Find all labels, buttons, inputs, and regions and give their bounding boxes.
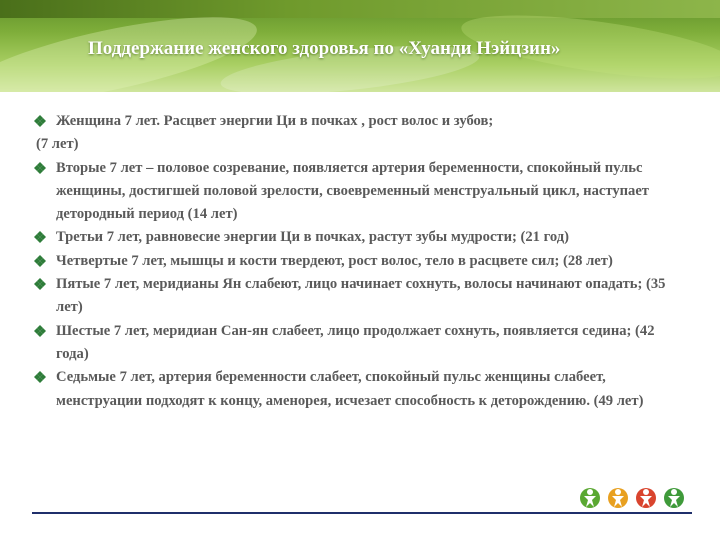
header-banner bbox=[0, 0, 720, 92]
green-figure-icon bbox=[580, 488, 600, 508]
list-item-text: Пятые 7 лет, меридианы Ян слабеют, лицо начинает сохнуть, волосы начинают опадать; (35 лет) bbox=[56, 276, 666, 316]
list-item-text: Вторые 7 лет – половое созревание, появляется артерия беременности, спокойный пульс женщины, достигшей половой зрелости, своевременный менструальный цикл, наступает детородный период (14 лет) bbox=[56, 159, 649, 223]
footer-divider bbox=[32, 512, 692, 514]
footer-logos bbox=[578, 486, 690, 510]
list-item-text: (7 лет) bbox=[36, 136, 79, 153]
list-item bbox=[32, 320, 684, 367]
diamond-bullet-icon bbox=[32, 366, 48, 389]
list-item bbox=[32, 226, 684, 249]
slide-title: Поддержание женского здоровья по «Хуанди Нэйцзин» bbox=[88, 38, 561, 59]
diamond-bullet-icon bbox=[32, 250, 48, 273]
diamond-bullet-icon bbox=[32, 157, 48, 180]
green-figure-icon bbox=[664, 488, 684, 508]
red-figure-icon bbox=[636, 488, 656, 508]
list-item bbox=[32, 157, 684, 227]
diamond-bullet-icon bbox=[32, 110, 48, 133]
orange-figure-icon bbox=[608, 488, 628, 508]
list-item bbox=[32, 273, 684, 320]
header-top-band bbox=[0, 0, 720, 18]
slide-body bbox=[32, 110, 684, 413]
list-item bbox=[32, 110, 684, 133]
list-item bbox=[32, 366, 684, 413]
list-item-text: Шестые 7 лет, меридиан Сан-ян слабеет, лицо продолжает сохнуть, появляется седина; (42 года) bbox=[56, 322, 655, 362]
list-item-text: Третьи 7 лет, равновесие энергии Ци в почках, растут зубы мудрости; (21 год) bbox=[56, 229, 569, 246]
diamond-bullet-icon bbox=[32, 273, 48, 296]
list-item-text: Женщина 7 лет. Расцвет энергии Ци в почках , рост волос и зубов; bbox=[56, 113, 494, 129]
list-item-continuation bbox=[32, 133, 684, 156]
diamond-bullet-icon bbox=[32, 320, 48, 343]
list-item-text: Седьмые 7 лет, артерия беременности слабеет, спокойный пульс женщины слабеет, менструации подходят к концу, аменорея, исчезает способность к деторождению. (49 лет) bbox=[56, 369, 644, 409]
list-item-text: Четвертые 7 лет, мышцы и кости твердеют, рост волос, тело в расцвете сил; (28 лет) bbox=[56, 252, 613, 269]
list-item bbox=[32, 250, 684, 273]
diamond-bullet-icon bbox=[32, 226, 48, 249]
